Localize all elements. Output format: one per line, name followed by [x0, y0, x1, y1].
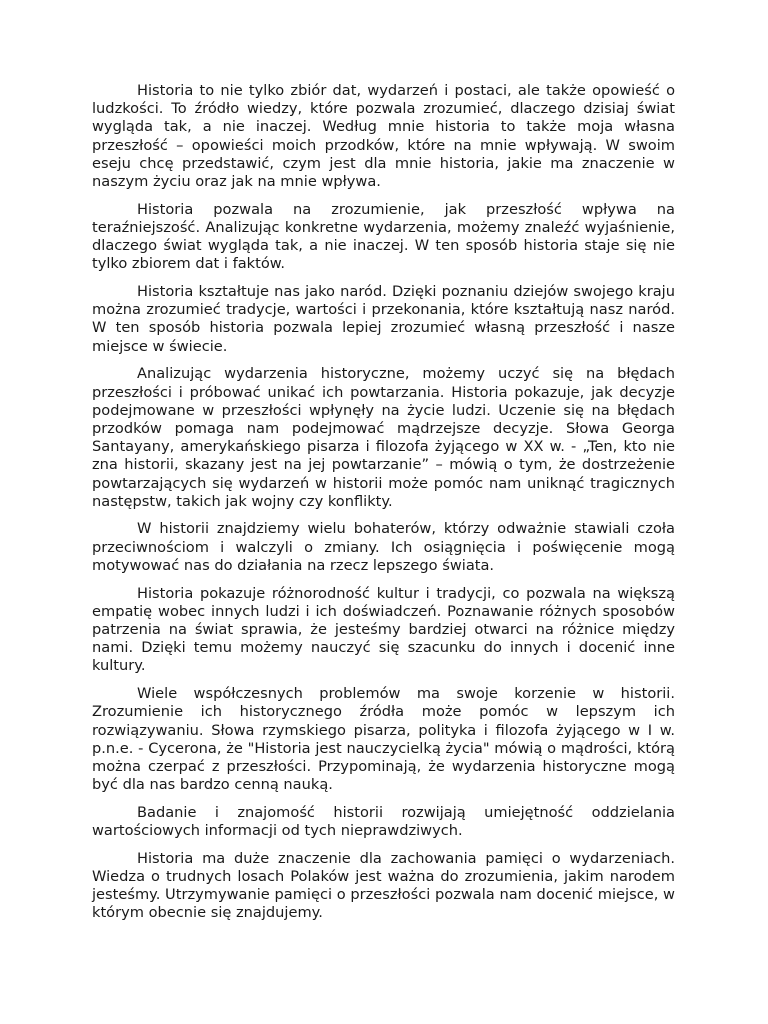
- paragraph-intro: Historia to nie tylko zbiór dat, wydarzeń i postaci, ale także opowieść o ludzkości. To źródło wiedzy, które pozwala zrozumieć, dlaczego dzisiaj świat wygląda tak, a nie inaczej. Według mnie historia to także moja własna przeszłość – opowieści moich przodków, które na mnie wpływają. W swoim eseju chcę przedstawić, czym jest dla mnie historia, jakie ma znaczenie w naszym życiu oraz jak na mnie wpływa.: [92, 82, 675, 191]
- paragraph-mistakes: Analizując wydarzenia historyczne, możemy uczyć się na błędach przeszłości i próbować unikać ich powtarzania. Historia pokazuje, jak decyzje podejmowane w przeszłości wpłynęły na życie ludzi. Uczenie się na błędach przodków pomaga nam podejmować mądrzejsze decyzje. Słowa Georga Santayany, amerykańskiego pisarza i filozofa żyjącego w XX w. - „Ten, kto nie zna historii, skazany jest na jej powtarzanie” – mówią o tym, że dostrzeżenie powtarzających się wydarzeń w historii może pomóc nam uniknąć tragicznych następstw, takich jak wojny czy konflikty.: [92, 365, 675, 510]
- paragraph-research: Badanie i znajomość historii rozwijają umiejętność oddzielania wartościowych informacji od tych nieprawdziwych.: [92, 803, 675, 840]
- document-page: [92, 82, 675, 932]
- paragraph-cultures: Historia pokazuje różnorodność kultur i tradycji, co pozwala na większą empatię wobec innych ludzi i ich doświadczeń. Poznawanie różnych sposobów patrzenia na świat sprawia, że jesteśmy bardziej otwarci na różnice między nami. Dzięki temu możemy nauczyć się szacunku do innych i docenić inne kultury.: [92, 584, 675, 675]
- paragraph-present: Historia pozwala na zrozumienie, jak przeszłość wpływa na teraźniejszość. Analizując konkretne wydarzenia, możemy znaleźć wyjaśnienie, dlaczego świat wygląda tak, a nie inaczej. W ten sposób historia staje się nie tylko zbiorem dat i faktów.: [92, 200, 675, 273]
- paragraph-memory: Historia ma duże znaczenie dla zachowania pamięci o wydarzeniach. Wiedza o trudnych losach Polaków jest ważna do zrozumienia, jakim narodem jesteśmy. Utrzymywanie pamięci o przeszłości pozwala nam docenić miejsce, w którym obecnie się znajdujemy.: [92, 849, 675, 922]
- paragraph-heroes: W historii znajdziemy wielu bohaterów, którzy odważnie stawiali czoła przeciwnościom i walczyli o zmiany. Ich osiągnięcia i poświęcenie mogą motywować nas do działania na rzecz lepszego świata.: [92, 520, 675, 574]
- paragraph-nation: Historia kształtuje nas jako naród. Dzięki poznaniu dziejów swojego kraju można zrozumieć tradycje, wartości i przekonania, które kształtują nasz naród. W ten sposób historia pozwala lepiej zrozumieć własną przeszłość i nasze miejsce w świecie.: [92, 283, 675, 355]
- paragraph-problems: Wiele współczesnych problemów ma swoje korzenie w historii. Zrozumienie ich historycznego źródła może pomóc w lepszym ich rozwiązywaniu. Słowa rzymskiego pisarza, polityka i filozofa żyjącego w I w. p.n.e. - Cycerona, że "Historia jest nauczycielką życia" mówią o mądrości, którą można czerpać z przeszłości. Przypominają, że wydarzenia historyczne mogą być dla nas bardzo cenną nauką.: [92, 685, 675, 794]
